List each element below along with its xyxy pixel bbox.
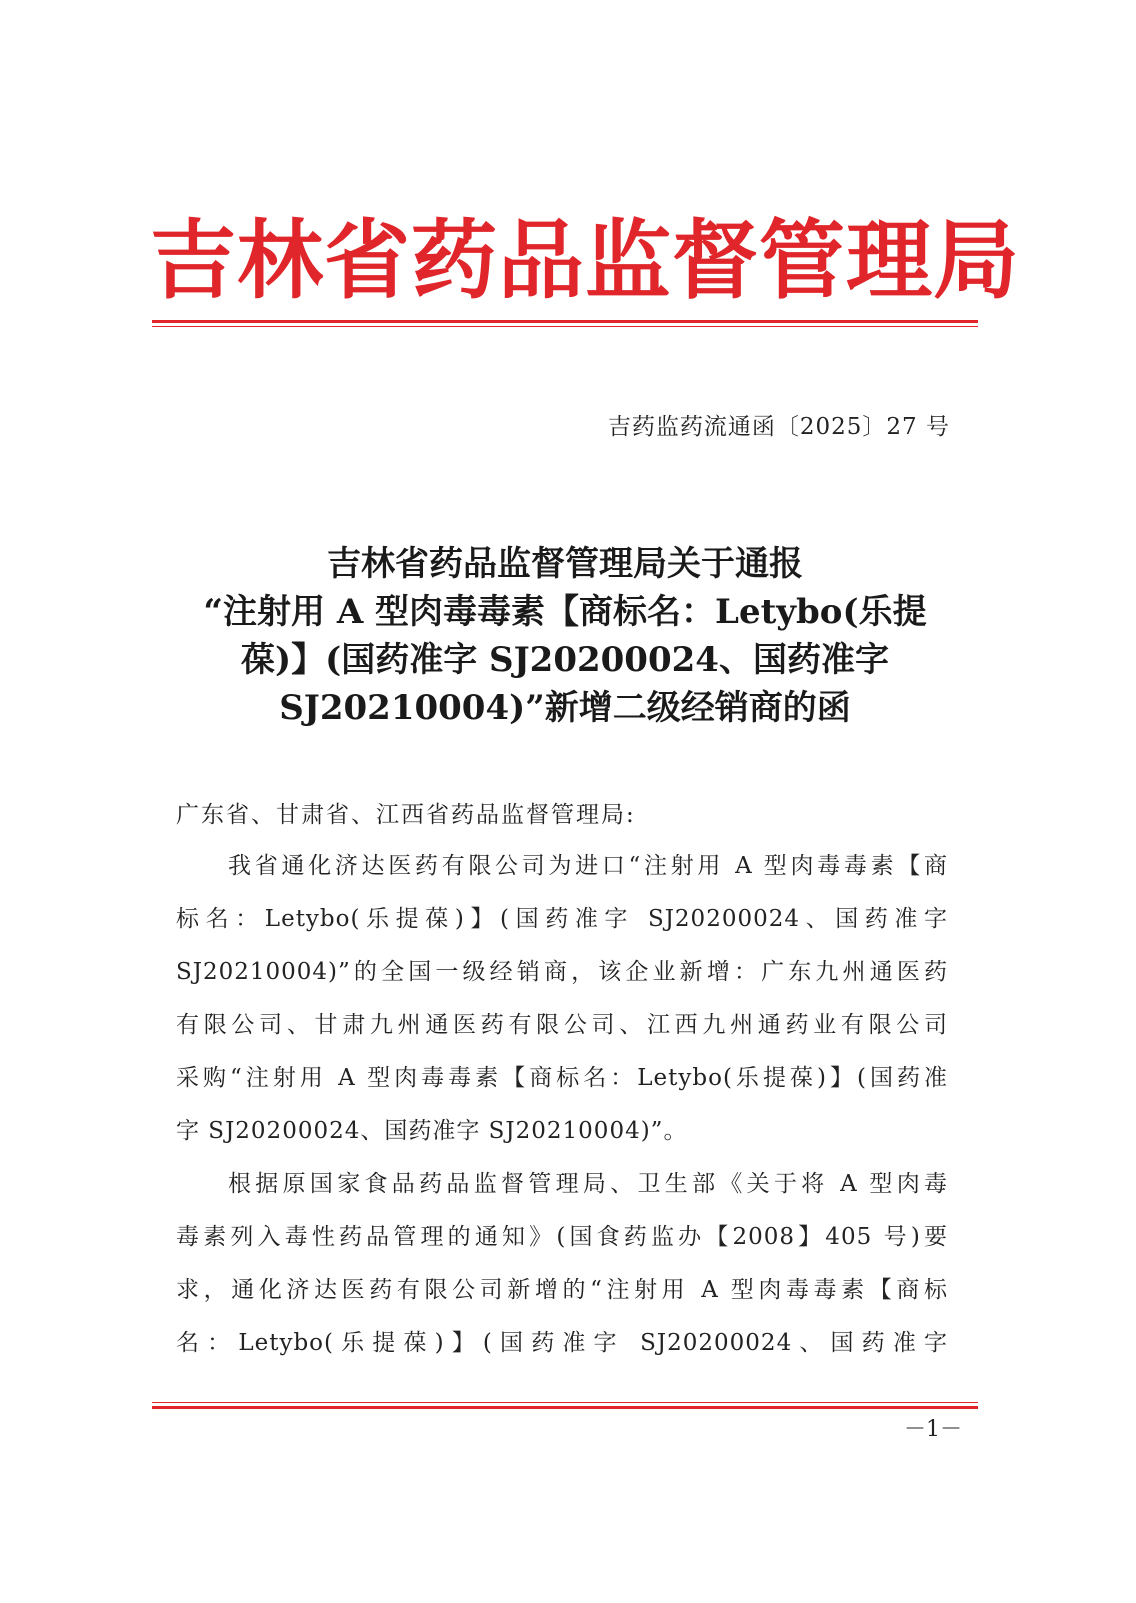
footer-red-rule-thick <box>152 1406 978 1409</box>
paragraph-line: 有限公司、甘肃九州通医药有限公司、江西九州通药业有限公司 <box>176 1012 948 1038</box>
salutation: 广东省、甘肃省、江西省药品监督管理局: <box>176 802 636 828</box>
title-line: SJ20210004)”新增二级经销商的函 <box>279 688 851 728</box>
title-line: 吉林省药品监督管理局关于通报 <box>327 544 803 584</box>
header-red-rule-thin <box>152 326 978 327</box>
title-line: 葆)】(国药准字 SJ20200024、国药准字 <box>241 640 889 680</box>
paragraph-line: 字 SJ20200024、国药准字 SJ20210004)”。 <box>176 1118 688 1144</box>
paragraph-line: 我省通化济达医药有限公司为进口“注射用 A 型肉毒毒素【商 <box>228 853 948 879</box>
footer-red-rule <box>152 1402 978 1403</box>
paragraph-1 <box>176 840 948 1158</box>
document-title <box>150 540 980 732</box>
paragraph-line: 根据原国家食品药品监督管理局、卫生部《关于将 A 型肉毒 <box>228 1171 948 1197</box>
paragraph-line: SJ20210004)”的全国一级经销商，该企业新增：广东九州通医药 <box>176 959 948 985</box>
document-number: 吉药监药流通函〔2025〕27 号 <box>607 414 950 440</box>
paragraph-line: 求，通化济达医药有限公司新增的“注射用 A 型肉毒毒素【商标 <box>176 1277 948 1303</box>
header-red-rule <box>152 320 978 323</box>
paragraph-line: 名：Letybo(乐提葆)】(国药准字 SJ20200024、国药准字 <box>176 1330 948 1356</box>
agency-letterhead: 吉林省药品监督管理局 <box>150 211 1020 311</box>
paragraph-2 <box>176 1158 948 1370</box>
paragraph-line: 采购“注射用 A 型肉毒毒素【商标名：Letybo(乐提葆)】(国药准 <box>176 1065 948 1091</box>
paragraph-line: 毒素列入毒性药品管理的通知》(国食药监办【2008】405 号)要 <box>176 1224 948 1250</box>
title-line: “注射用 A 型肉毒毒素【商标名：Letybo(乐提 <box>203 592 927 632</box>
page-number: －1－ <box>904 1417 962 1442</box>
paragraph-line: 标名：Letybo(乐提葆)】(国药准字 SJ20200024、国药准字 <box>176 906 948 932</box>
